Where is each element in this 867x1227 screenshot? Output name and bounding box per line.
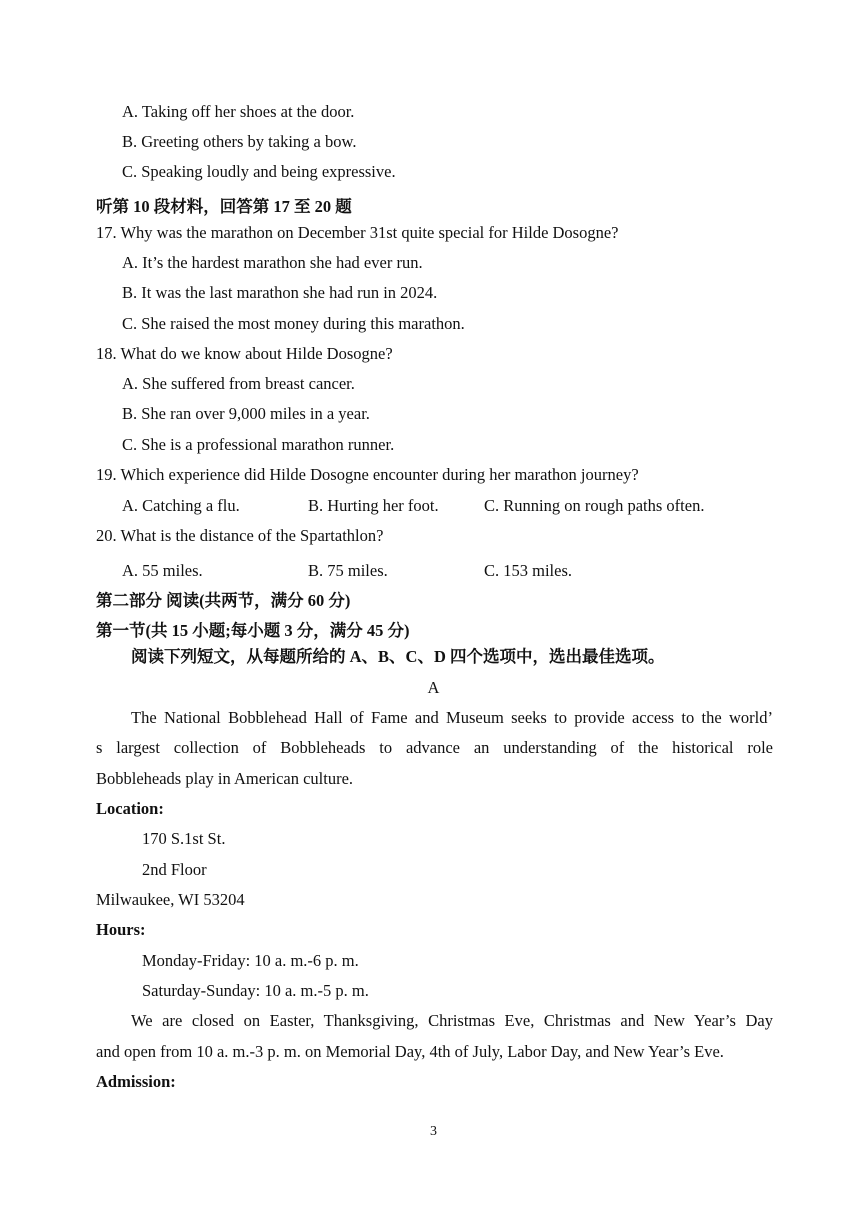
- address-street: 170 S.1st St.: [142, 829, 226, 848]
- q18-stem: 18. What do we know about Hilde Dosogne?: [96, 344, 393, 363]
- intro-line-2: s largest collection of Bobbleheads to advance an understanding of the historical role: [96, 738, 773, 757]
- part2-header: 第二部分 阅读(共两节，满分 60 分): [96, 591, 351, 610]
- q16-option-c: C. Speaking loudly and being expressive.: [122, 162, 396, 181]
- q17-option-c: C. She raised the most money during this marathon.: [122, 314, 465, 333]
- passage-letter: A: [427, 678, 440, 697]
- location-label: Location:: [96, 799, 164, 818]
- reading-instruction: 阅读下列短文，从每题所给的 A、B、C、D 四个选项中，选出最佳选项。: [131, 647, 665, 666]
- q17-option-a: A. It’s the hardest marathon she had ever run.: [122, 253, 423, 272]
- q19-stem: 19. Which experience did Hilde Dosogne encounter during her marathon journey?: [96, 465, 639, 484]
- q17-option-b: B. It was the last marathon she had run in 2024.: [122, 283, 438, 302]
- q17-stem: 17. Why was the marathon on December 31st quite special for Hilde Dosogne?: [96, 223, 619, 242]
- q20-option-c: C. 153 miles.: [484, 561, 573, 580]
- page-number: 3: [430, 1124, 437, 1139]
- section1-header: 第一节(共 15 小题;每小题 3 分，满分 45 分): [96, 621, 410, 640]
- hours-label: Hours:: [96, 920, 146, 939]
- q16-option-b: B. Greeting others by taking a bow.: [122, 132, 357, 151]
- hours-weekend: Saturday-Sunday: 10 a. m.-5 p. m.: [142, 981, 369, 1000]
- q19-option-a: A. Catching a flu.: [122, 496, 240, 515]
- closure-note-line-1: We are closed on Easter, Thanksgiving, Christmas Eve, Christmas and New Year’s Day: [131, 1011, 773, 1030]
- q18-option-a: A. She suffered from breast cancer.: [122, 374, 355, 393]
- intro-line-1: The National Bobblehead Hall of Fame and Museum seeks to provide access to the world’: [131, 708, 773, 727]
- q20-option-b: B. 75 miles.: [308, 561, 388, 580]
- q18-option-c: C. She is a professional marathon runner.: [122, 435, 395, 454]
- hours-weekday: Monday-Friday: 10 a. m.-6 p. m.: [142, 951, 359, 970]
- q20-option-a: A. 55 miles.: [122, 561, 203, 580]
- intro-line-3: Bobbleheads play in American culture.: [96, 769, 354, 788]
- q16-option-a: A. Taking off her shoes at the door.: [122, 102, 355, 121]
- address-city: Milwaukee, WI 53204: [96, 890, 245, 909]
- address-floor: 2nd Floor: [142, 860, 207, 879]
- q19-option-c: C. Running on rough paths often.: [484, 496, 705, 515]
- q20-stem: 20. What is the distance of the Spartathlon?: [96, 526, 384, 545]
- closure-note-line-2: and open from 10 a. m.-3 p. m. on Memorial Day, 4th of July, Labor Day, and New Year’s Eve.: [96, 1042, 724, 1061]
- admission-label: Admission:: [96, 1072, 176, 1091]
- q19-option-b: B. Hurting her foot.: [308, 496, 439, 515]
- section10-header: 听第 10 段材料，回答第 17 至 20 题: [96, 197, 352, 216]
- q18-option-b: B. She ran over 9,000 miles in a year.: [122, 404, 370, 423]
